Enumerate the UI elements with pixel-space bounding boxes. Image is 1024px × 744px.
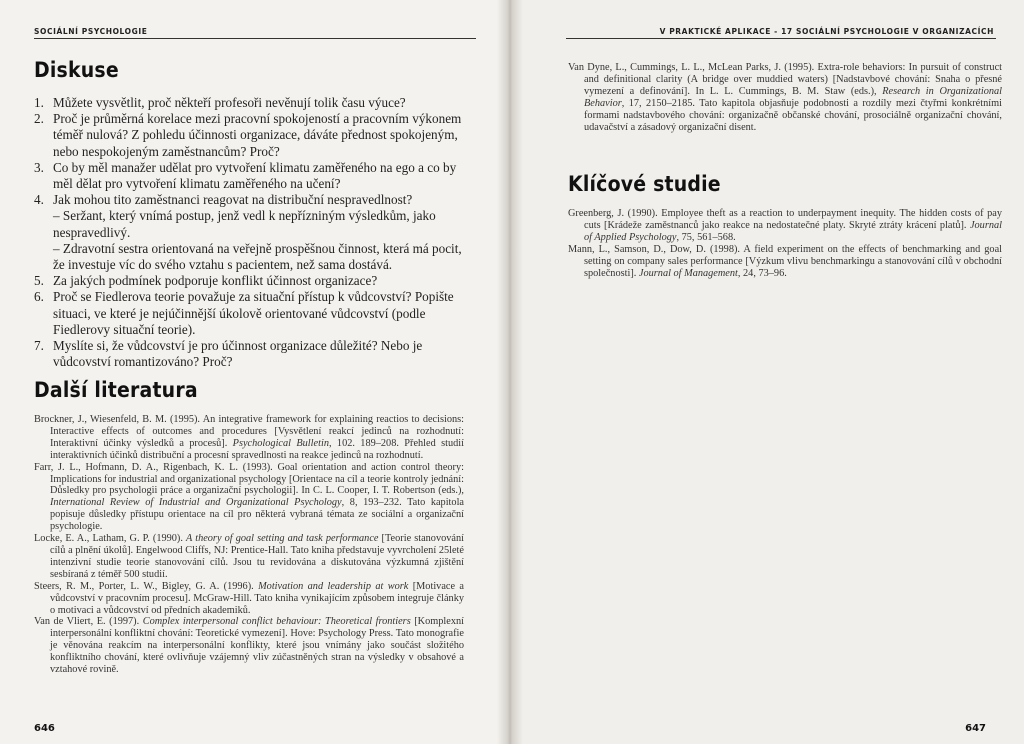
question-text: Co by měl manažer udělat pro vytvoření klimatu zaměřeného na ego a co by měl dělat pro vytvoření klimatu zaměřeného na učení? bbox=[53, 159, 457, 192]
reference-text: , 24, 73–96. bbox=[737, 267, 787, 279]
question-number: 6. bbox=[34, 289, 44, 305]
question-number: 2. bbox=[34, 111, 44, 127]
question-text: Jak mohou tito zaměstnanci reagovat na distribuční nespravedlnost? bbox=[53, 192, 413, 208]
book-gutter bbox=[497, 0, 523, 744]
further-reading-list bbox=[34, 414, 464, 676]
reference-text: Van Dyne, L., Cummings, L. L., McLean Parks, J. (1995). Extra-role behaviors: In pursuit of construct and definitional clarity (A bridge over muddied waters) [Nadstavbové chování: Snaha o přesné vymezení a definování]. In L. L. Cummings, B. M. Staw (eds.), bbox=[568, 62, 1002, 97]
reference-item bbox=[34, 462, 464, 533]
question-text: Myslíte si, že vůdcovství je pro účinnost organizace důležité? Nebo je vůdcovství romantizováno? Proč? bbox=[53, 338, 423, 370]
further-reading-heading: Další literatura bbox=[34, 378, 198, 402]
reference-text: Mann, L., Samson, D., Dow, D. (1998). A field experiment on the effects of benchmarking and goal setting on company sales performance [Výzkum vlivu benchmarkingu a stanovování cílů v obchodní společnosti]. bbox=[568, 243, 1002, 279]
question-number: 5. bbox=[34, 273, 44, 289]
reference-text: Van de Vliert, E. (1997). bbox=[34, 616, 143, 628]
key-studies-heading: Klíčové studie bbox=[568, 172, 721, 196]
reference-item bbox=[34, 533, 464, 581]
reference-text: , 102. 189–208. Přehled studií interaktivních účinků distribuční a procesní spravedlnosti na reakce jedinců na rozhodnutí. bbox=[50, 437, 464, 461]
reference-title: Journal of Applied Psychology bbox=[584, 219, 1002, 243]
reference-text: [Teorie stanovování cílů a plnění úkolů]. Engelwood Cliffs, NJ: Prentice-Hall. Tato kniha představuje vyvrcholení 25leté intenzivní studie teorie stanovování cílů. Jsou tu revidována a diskutována výzkumná zjištění sesbíraná z téměř 500 studií. bbox=[50, 533, 464, 580]
reference-item bbox=[568, 244, 1002, 280]
question-text: Můžete vysvětlit, proč někteří profesoři nevěnují tolik času výuce? bbox=[53, 95, 406, 110]
reference-item bbox=[568, 208, 1002, 244]
question-text: Proč je průměrná korelace mezi pracovní spokojeností a pracovním výkonem téměř nulová? Z pohledu účinnosti organizace, dáváte přednost spokojeným, nebo nespokojeným zaměstnancům? Proč? bbox=[53, 111, 462, 159]
reference-text: Locke, E. A., Latham, G. P. (1990). bbox=[34, 533, 187, 545]
reference-title: Journal of Management bbox=[638, 267, 738, 279]
reference-title: Motivation and leadership at work bbox=[258, 580, 409, 592]
discussion-questions bbox=[34, 95, 464, 370]
reference-text: Greenberg, J. (1990). Employee theft as a reaction to underpayment inequity. The hidden costs of pay cuts [Krádeže zaměstnanců jako reakce na nedostatečné platy. Skryté ztráty krácení platů]. bbox=[568, 208, 1002, 231]
discussion-heading: Diskuse bbox=[34, 58, 119, 82]
question-number: 3. bbox=[34, 159, 44, 175]
page-number-left: 646 bbox=[34, 723, 55, 734]
reference-title: Research in Organizational Behavior bbox=[584, 85, 1002, 109]
header-rule bbox=[566, 38, 996, 39]
question-number: 7. bbox=[34, 338, 44, 354]
reference-item bbox=[34, 581, 464, 617]
left-page bbox=[0, 0, 510, 744]
continued-reference bbox=[568, 62, 1002, 133]
question-text: Proč se Fiedlerova teorie považuje za situační přístup k vůdcovství? Popište situaci, ve které je nejúčinnější úkolově orientované vůdcovství (podle Fiedlerovy situační teorie). bbox=[53, 289, 454, 337]
reference-text: , 75, 561–568. bbox=[676, 231, 736, 243]
reference-item bbox=[568, 62, 1002, 133]
header-rule bbox=[34, 38, 476, 39]
running-head-right: V PRAKTICKÉ APLIKACE - 17 SOCIÁLNÍ PSYCHOLOGIE V ORGANIZACÍCH bbox=[659, 27, 994, 36]
reference-text: Brockner, J., Wiesenfeld, B. M. (1995). An integrative framework for explaining reactios to decisions: Interactive effects of outcomes and procedures [Vysvětlení reakcí jedinců na rozhodnutí: Interaktivní účinky výsledků a procesů]. bbox=[34, 414, 464, 449]
reference-text: Farr, J. L., Hofmann, D. A., Rigenbach, K. L. (1993). Goal orientation and action control theory: Implications for industrial and organizational psychology [Orientace na cíl a teorie kontroly jednání: Důsledky pro psychologii práce a organizační psychologii]. In C. L. Cooper, I. T. Robertson (eds.), bbox=[34, 461, 464, 497]
question-number: 4. bbox=[34, 192, 44, 208]
right-page bbox=[510, 0, 1024, 744]
reference-title: Psychological Bulletin bbox=[232, 437, 329, 449]
reference-title: A theory of goal setting and task performance bbox=[186, 533, 379, 545]
question-item bbox=[34, 273, 464, 289]
question-subitem: – Seržant, který vnímá postup, jenž vedl k nepřízniným výsledkům, jako nespravedlivý. bbox=[53, 208, 436, 240]
question-text: Za jakých podmínek podporuje konflikt účinnost organizace? bbox=[53, 273, 378, 289]
reference-item bbox=[34, 616, 464, 676]
reference-text: , 17, 2150–2185. Tato kapitola objasňuje podobnosti a rozdíly mezi čtyřmi konkrétními formami nadstavbového chování: organizačně občanské chování, prosociálně organizační chování, udavačství a zásadový organizační disent. bbox=[584, 97, 1002, 133]
running-head-left: SOCIÁLNÍ PSYCHOLOGIE bbox=[34, 27, 148, 36]
key-studies-list bbox=[568, 208, 1002, 279]
reference-text: Steers, R. M., Porter, L. W., Bigley, G. A. (1996). bbox=[34, 580, 259, 592]
question-number: 1. bbox=[34, 95, 44, 110]
question-subitem: – Zdravotní sestra orientovaná na veřejně prospěšnou činnost, která má pocit, že investuje víc do svého vztahu s pacientem, než sama dostává. bbox=[53, 240, 462, 273]
page-number-right: 647 bbox=[965, 723, 986, 734]
reference-text: [Komplexní interpersonální konfliktní chování: Teoretické vymezení]. Hove: Psychology Press. Tato monografie je věnována reakcím na interpersonální konflikty, které jsou vnímány jako součást složitého konfliktního chování, které ovlivňuje vzájemný vliv zúčastněných stran na výsledky v obsahové a vztahové rovině. bbox=[50, 616, 464, 676]
question-item bbox=[34, 160, 464, 192]
reference-item bbox=[34, 414, 464, 462]
question-item bbox=[34, 338, 464, 370]
question-item bbox=[34, 111, 464, 160]
reference-title: International Review of Industrial and Organizational Psychology bbox=[50, 497, 342, 509]
question-item bbox=[34, 192, 464, 273]
question-item bbox=[34, 95, 464, 111]
question-item bbox=[34, 289, 464, 338]
reference-title: Complex interpersonal conflict behaviour: Theoretical frontiers bbox=[142, 616, 411, 628]
reference-text: , 8, 193–232. Tato kapitola popisuje důsledky přístupu orientace na cíl pro některá vybraná témata ze sociální a organizační psychologie. bbox=[50, 497, 464, 533]
reference-text: [Motivace a vůdcovství v pracovním procesu]. McGraw-Hill. Tato kniha vynikajícím způsobem integruje články o motivaci a vůdcovství od předních akademiků. bbox=[50, 580, 464, 616]
